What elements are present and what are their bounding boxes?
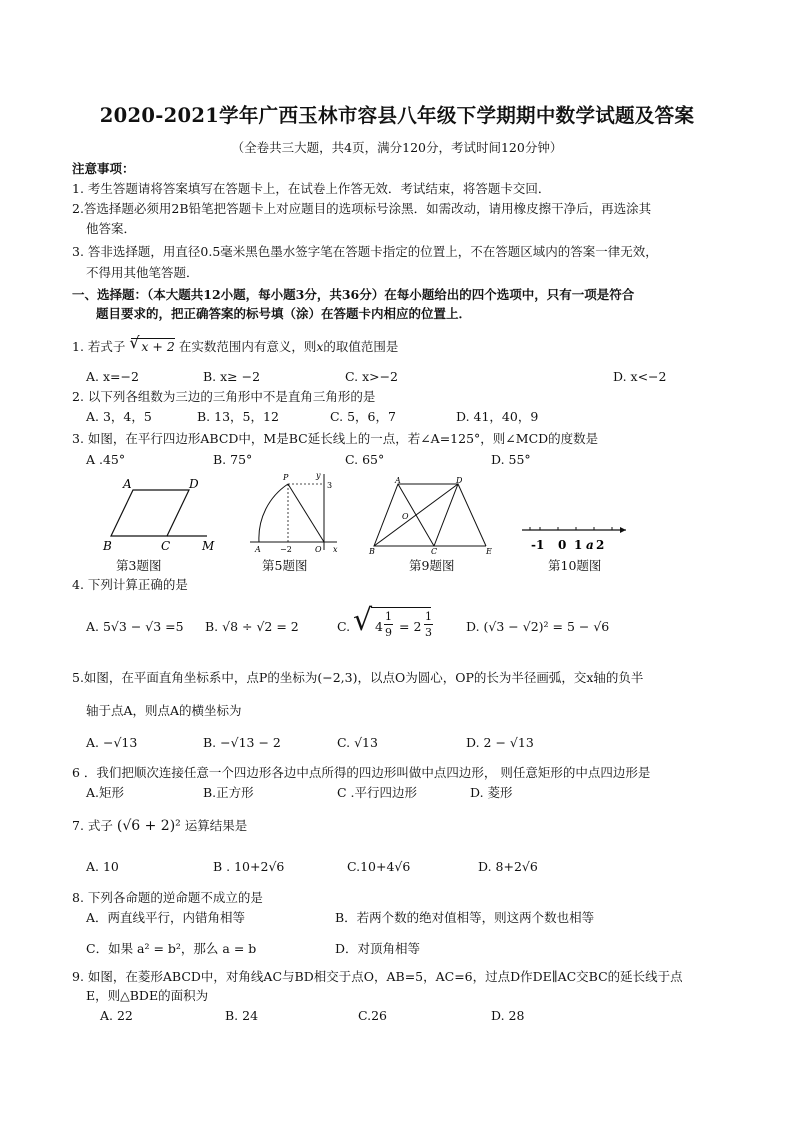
q7-option-c: C.10+4√6 (347, 859, 411, 874)
q9-option-d: D. 28 (491, 1008, 525, 1023)
fig5-label-3: 3 (327, 481, 333, 490)
q7-post: 运算结果是 (184, 818, 248, 833)
q3-option-b: B. 75° (213, 452, 253, 467)
q4-c-rden: 3 (425, 626, 432, 639)
q1-post2: 的取值范围是 (323, 339, 399, 354)
q4-option-a: A. 5√3 − √3 =5 (86, 619, 184, 634)
fig9-label-c: C (431, 547, 438, 556)
figure-9-rhombus (368, 474, 503, 556)
section1-line2: 题目要求的，把正确答案的标号填（涂）在答题卡内相应的位置上． (96, 306, 472, 321)
q6-option-b: B.正方形 (203, 785, 254, 800)
fig10-label-2: 2 (596, 538, 605, 552)
q1-sqrt: √ x + 2 (129, 333, 175, 354)
q6-option-c: C .平行四边形 (337, 785, 418, 800)
q8-stem: 8. 下列各命题的逆命题不成立的是 (72, 890, 263, 905)
q4-c-eq: = 2 (399, 619, 422, 634)
q5-line1: 5.如图，在平面直角坐标系中，点P的坐标为(−2,3)，以点O为圆心，OP的长为半径画弧，交x轴的负半 (72, 670, 644, 685)
q9-line2: E，则△BDE的面积为 (86, 988, 209, 1003)
section1-line1: 一、选择题：（本大题共12小题，每小题3分，共36分）在每小题给出的四个选项中，只有一项是符合 (72, 287, 635, 302)
q8-option-b: B．若两个数的绝对值相等，则这两个数也相等 (335, 910, 595, 925)
q1-post: 在实数范围内有意义，则 (178, 339, 317, 354)
q9-option-a: A. 22 (100, 1008, 133, 1023)
q5-line2: 轴于点A，则点A的横坐标为 (86, 703, 242, 718)
figure-10-caption: 第10题图 (548, 558, 602, 573)
fig3-label-a: A (123, 477, 132, 491)
fig3-label-b: B (103, 539, 112, 553)
note-2-cont: 他答案． (86, 221, 137, 236)
q4-option-d: D. (√3 − √2)² = 5 − √6 (466, 619, 610, 634)
q9-option-b: B. 24 (225, 1008, 259, 1023)
q4-stem: 4. 下列计算正确的是 (72, 577, 188, 592)
q1-option-d: D. x<−2 (613, 369, 667, 384)
fig9-label-d: D (456, 476, 463, 485)
q6-option-a: A.矩形 (86, 785, 125, 800)
q8-option-d: D．对顶角相等 (335, 941, 421, 956)
figure-9-caption: 第9题图 (409, 558, 455, 573)
q2-option-d: D. 41，40，9 (456, 409, 539, 424)
fig10-label-0: 0 (558, 538, 567, 552)
fig9-label-o: O (402, 512, 409, 521)
q7-option-d: D. 8+2√6 (478, 859, 538, 874)
q7-option-b: B . 10+2√6 (213, 859, 285, 874)
q9-option-c: C.26 (358, 1008, 387, 1023)
q4-c-den: 9 (385, 626, 392, 639)
q1-option-b: B. x≥ −2 (203, 369, 261, 384)
fig3-label-c: C (161, 539, 171, 553)
q4-c-rnum: 1 (425, 610, 432, 623)
q1-option-a: A. x=−2 (86, 369, 139, 384)
q7-option-a: A. 10 (86, 859, 119, 874)
q3-stem: 3. 如图，在平行四边形ABCD中，M是BC延长线上的一点，若∠A=125°，则∠MCD的度数是 (72, 431, 599, 446)
q3-option-d: D. 55° (491, 452, 531, 467)
number-line-arrow (620, 527, 626, 533)
q2-option-b: B. 13，5，12 (197, 409, 279, 424)
fig5-label-minus2: −2 (280, 545, 292, 554)
parallelogram-shape (111, 490, 189, 536)
q7-stem (72, 818, 247, 834)
fig5-label-a: A (255, 545, 261, 554)
q4-option-b: B. √8 ÷ √2 = 2 (205, 619, 299, 634)
q4-c-radical-sign: √ (353, 603, 373, 638)
q7-pre: 7. 式子 (72, 818, 113, 833)
q2-option-a: A. 3，4，5 (86, 409, 152, 424)
note-3: 3. 答非选择题，用直径0.5毫米黑色墨水签字笔在答题卡指定的位置上，不在答题区域内的答案一律无效， (72, 244, 658, 259)
diagonal-bd (374, 484, 458, 546)
q1-pre: 1. 若式子 (72, 339, 126, 354)
q5-option-a: A. −√13 (86, 735, 138, 750)
note-3-cont: 不得用其他笔答题． (86, 265, 199, 280)
fig5-label-p: P (283, 473, 289, 482)
note-1: 1. 考生答题请将答案填写在答题卡上，在试卷上作答无效．考试结束，将答题卡交回． (72, 181, 551, 196)
fig3-label-m: M (202, 539, 215, 553)
figure-5-caption: 第5题图 (262, 558, 308, 573)
fig5-label-o: O (315, 545, 322, 554)
fig10-label-minus1: -1 (531, 538, 545, 552)
q8-option-a: A．两直线平行，内错角相等 (86, 910, 246, 925)
note-2: 2.答选择题必须用2B铅笔把答题卡上对应题目的选项标号涂黑．如需改动，请用橡皮擦干净后，再选涂其 (72, 201, 652, 216)
q7-expr: (√6 + 2)² (116, 818, 181, 834)
figure-10-number-line (518, 522, 630, 554)
fig10-label-1: 1 (574, 538, 583, 552)
q3-option-a: A .45° (86, 452, 126, 467)
q1-var: x (316, 339, 324, 354)
q3-option-c: C. 65° (345, 452, 385, 467)
q5-option-d: D. 2 − √13 (466, 735, 534, 750)
fig5-label-y: y (316, 471, 321, 480)
q1-option-c: C. x>−2 (345, 369, 399, 384)
fig9-label-a: A (395, 476, 401, 485)
q9-line1: 9. 如图，在菱形ABCD中，对角线AC与BD相交于点O，AB=5，AC=6，过点D作DE∥AC交BC的延长线于点 (72, 969, 683, 984)
fig5-label-x: x (333, 545, 338, 554)
q8-option-c: C．如果 a² = b²，那么 a = b (86, 941, 257, 956)
page-subtitle: （全卷共三大题，共4页，满分120分，考试时间120分钟） (231, 140, 563, 155)
figure-5-coordinate-arc (245, 470, 345, 556)
fig9-label-b: B (369, 547, 375, 556)
q4-c-num: 1 (385, 610, 392, 623)
figure-3-caption: 第3题图 (116, 558, 162, 573)
q2-stem: 2. 以下列各组数为三边的三角形中不是直角三角形的是 (72, 389, 376, 404)
q2-option-c: C. 5，6，7 (330, 409, 396, 424)
q1-radicand: x + 2 (141, 339, 175, 354)
segment-de (458, 484, 486, 546)
q4-c-label: C. (337, 619, 351, 634)
q6-stem: 6 ．我们把顺次连接任意一个四边形各边中点所得的四边形叫做中点四边形， 则任意矩形的中点四边形是 (72, 765, 651, 780)
notes-heading: 注意事项： (72, 161, 135, 176)
q1-stem (72, 333, 399, 355)
segment-op (288, 484, 324, 542)
arc (259, 484, 288, 542)
fig3-label-d: D (189, 477, 199, 491)
page-title: 2020-2021学年广西玉林市容县八年级下学期期中数学试题及答案 (99, 104, 695, 127)
q5-option-b: B. −√13 − 2 (203, 735, 281, 750)
figure-3-parallelogram (95, 476, 225, 556)
fig10-label-a: a (586, 538, 594, 552)
q4-c-int: 4 (375, 619, 383, 634)
q5-option-c: C. √13 (337, 735, 378, 750)
fig9-label-e: E (486, 547, 492, 556)
q4-c-radical-bar (371, 607, 431, 608)
q6-option-d: D. 菱形 (470, 785, 513, 800)
